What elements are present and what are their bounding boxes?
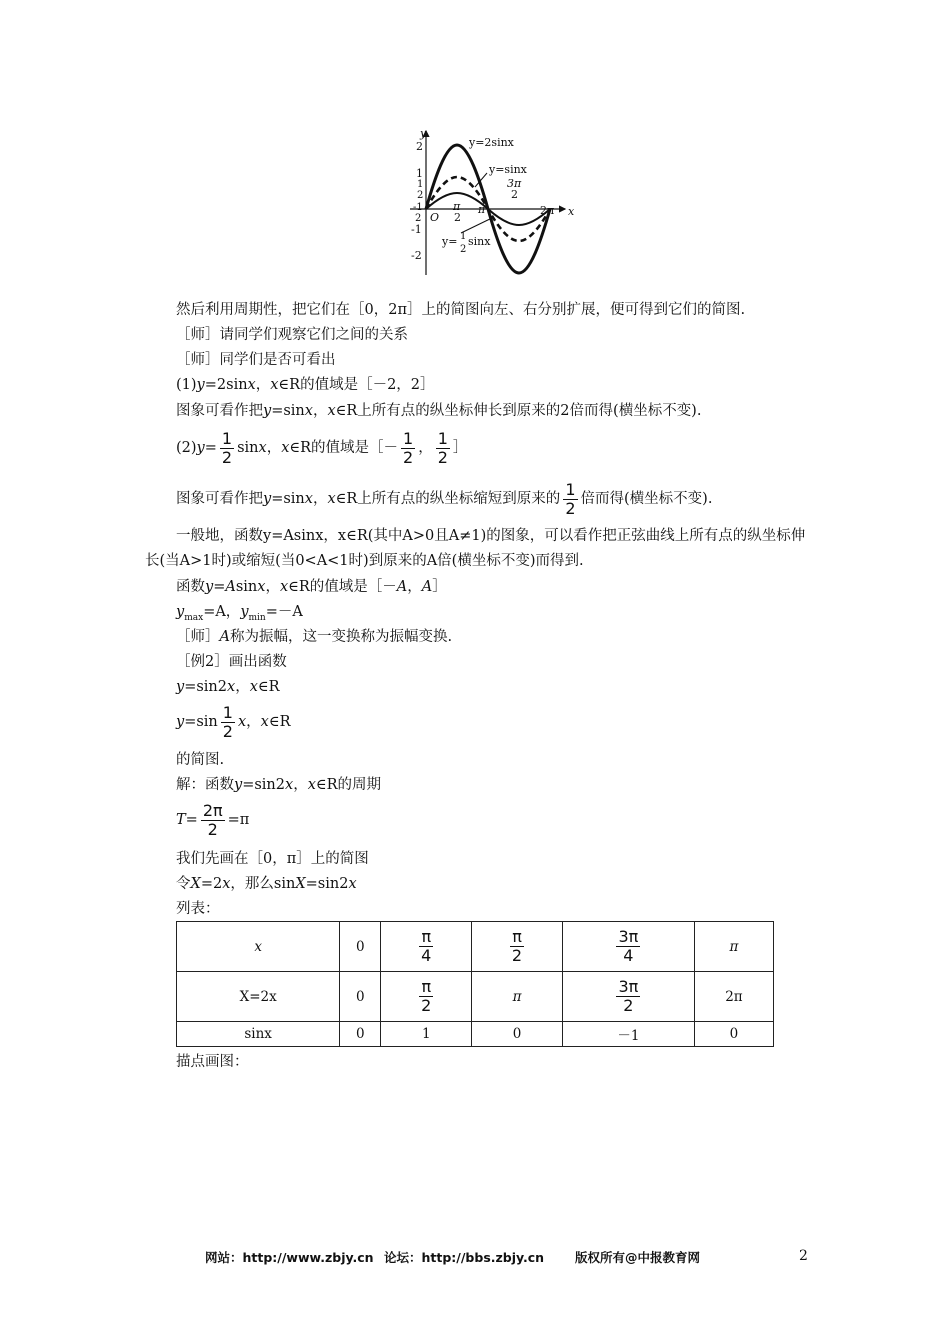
tick-label: 1	[417, 179, 424, 190]
curve-label-half-den: 2	[460, 244, 467, 255]
tick-label: -1	[411, 223, 422, 236]
table-row	[177, 972, 774, 1022]
footer-copyright: 版权所有@中报教育网	[575, 1250, 701, 1265]
text-line: $y_{max}=A$，$y_{min}=-A$	[176, 604, 303, 623]
tick-label: 1	[416, 167, 423, 180]
table-cell: π	[472, 972, 563, 1022]
tick-label: 2	[454, 211, 461, 224]
table-cell: 0	[694, 1022, 773, 1047]
text-line: ［例2］画出函数	[176, 654, 287, 670]
page-number: 2	[799, 1248, 808, 1264]
tick-label: -2	[411, 249, 422, 262]
text-line: 函数y=Asinx，x∈R的值域是［－A，A］	[176, 579, 447, 595]
table-cell: $\frac{3\pi}{2}$	[562, 972, 694, 1022]
tick-label: 3π	[507, 177, 522, 190]
table-cell: 0	[472, 1022, 563, 1047]
text-line: 图象可看作把y=sinx，x∈R上所有点的纵坐标伸长到原来的2倍而得(横坐标不变).	[176, 403, 702, 419]
fraction: $\frac{1}{2}$	[403, 428, 414, 467]
table-cell: $\frac{\pi}{2}$	[472, 922, 563, 972]
tick-label: -1	[413, 202, 423, 213]
tick-label: 2	[416, 140, 423, 153]
text-line: 然后利用周期性，把它们在［0，2π］上的简图向左、右分别扩展，便可得到它们的简图.	[176, 302, 746, 318]
x-axis-label: x	[568, 205, 575, 218]
table-cell: $\frac{3\pi}{4}$	[562, 922, 694, 972]
table-row	[177, 1022, 774, 1047]
curve-label-2sinx: y=2sinx	[469, 136, 514, 149]
tick-label: π	[453, 200, 461, 213]
table-cell: 2π	[694, 972, 773, 1022]
paragraph: 一般地，函数y=Asinx，x∈R(其中A>0且A≠1)的图象，可以看作把正弦曲线上所有点的纵坐标伸长(当A>1时)或缩短(当0<A<1时)到原来的A倍(横坐标不变)而得到.	[145, 528, 806, 569]
footer-site-link[interactable]: 网站：http://www.zbjy.cn	[205, 1250, 374, 1265]
table-cell: $\frac{\pi}{4}$	[381, 922, 472, 972]
text-line: 的简图.	[176, 752, 225, 768]
table-cell: π	[694, 922, 773, 972]
tick-label: π	[478, 203, 486, 216]
text-line: T= $\frac{2\pi}{2}$ =π	[176, 800, 250, 839]
footer-forum-link[interactable]: 论坛：http://bbs.zbjy.cn	[384, 1250, 545, 1265]
text-line: ［师］A称为振幅，这一变换称为振幅变换.	[176, 629, 453, 645]
fraction: $\frac{2\pi}{2}$	[202, 800, 223, 839]
text-line: (1)y=2sinx，x∈R的值域是［－2，2］	[176, 377, 435, 393]
text-line: 描点画图：	[176, 1054, 249, 1070]
tick-label: 2	[417, 190, 424, 201]
table-cell: 1	[381, 1022, 472, 1047]
fraction: $\frac{1}{2}$	[565, 479, 576, 518]
value-table	[176, 921, 774, 1047]
table-cell: －1	[562, 1022, 694, 1047]
tick-label: 2π	[540, 204, 555, 217]
text-line: y=sin $\frac{1}{2}$ x，x∈R	[176, 702, 291, 741]
text-line: 令X=2x，那么sinX=sin2x	[176, 876, 357, 892]
curve-label-half-prefix: y=	[442, 235, 458, 248]
tick-label: 2	[415, 213, 422, 224]
text-line: ［师］同学们是否可看出	[176, 352, 336, 368]
origin-label: O	[430, 211, 440, 224]
text-line: 解：函数y=sin2x，x∈R的周期	[176, 777, 382, 793]
text-line: 列表：	[176, 901, 220, 917]
text-line: y=sin2x，x∈R	[176, 679, 280, 695]
text-line: ［师］请同学们观察它们之间的关系	[176, 327, 408, 343]
curve-label-half-num: 1	[460, 231, 467, 242]
sine-graph-figure	[405, 125, 590, 280]
table-cell: x	[177, 922, 340, 972]
table-cell: 0	[340, 1022, 381, 1047]
fraction: $\frac{1}{2}$	[221, 428, 233, 467]
text-line: (2)y= $\frac{1}{2}$ sinx，x∈R的值域是［－ $\frac{1}{2}$ ， $\frac{1}{2}$ ］	[176, 428, 468, 467]
table-row	[177, 922, 774, 972]
tick-label: 2	[511, 188, 518, 201]
text-line: 我们先画在［0，π］上的简图	[176, 851, 369, 867]
y-axis-label: y	[420, 127, 427, 140]
curve-label-sinx: y=sinx	[489, 163, 527, 176]
fraction: $\frac{1}{2}$	[437, 428, 448, 467]
table-cell: sinx	[177, 1022, 340, 1047]
fraction: $\frac{1}{2}$	[222, 702, 233, 741]
table-cell: $\frac{\pi}{2}$	[381, 972, 472, 1022]
text-line: 图象可看作把y=sinx，x∈R上所有点的纵坐标缩短到原来的 $\frac{1}{2}$ 倍而得(横坐标不变).	[176, 479, 713, 518]
table-cell: X=2x	[177, 972, 340, 1022]
curve-label-half-suffix: sinx	[468, 235, 491, 248]
table-cell: 0	[340, 972, 381, 1022]
table-cell: 0	[340, 922, 381, 972]
